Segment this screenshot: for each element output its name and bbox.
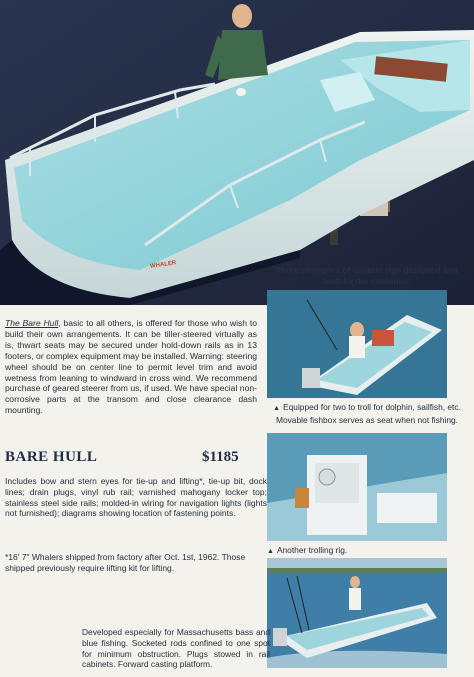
hull-decal: WHALER xyxy=(149,260,177,270)
model-price: $1185 xyxy=(202,449,239,465)
photo-bass-fishing-rig xyxy=(267,558,447,668)
caption-trolling-rig-2 xyxy=(267,545,467,558)
hero-photo xyxy=(0,0,474,305)
caption-trolling-rig-1 xyxy=(267,402,467,426)
intro-lead: The Bare Hull xyxy=(5,318,59,328)
footnote: *16' 7" Whalers shipped from factory after Oct. 1st, 1962. Those shipped previously require lifting kit for lifting. xyxy=(5,552,246,573)
photo-trolling-rig-2 xyxy=(267,433,447,541)
includes-paragraph: Includes bow and stern eyes for tie-up and lifting*, tie-up bit, dock lines; drain plugs, vinyl rub rail; varnished mahogany locker top; stainless steel side rails; molded-in wiring for navigation lights (lights not furnished); diagrams showing location of fastening points. xyxy=(5,476,267,519)
intro-paragraph xyxy=(5,318,257,416)
photo-trolling-rig-1 xyxy=(267,290,447,398)
caption-bass-fishing-rig: Developed especially for Massachusetts bass and blue fishing. Socketed rods confined to one spot for minimum obstruction. Plugs stowed in rail cabinets. Forward casting platform. xyxy=(82,627,270,670)
triangle-marker-icon: ▲ xyxy=(273,405,281,412)
triangle-marker-icon: ▲ xyxy=(267,548,274,555)
caption-text: Another trolling rig. xyxy=(276,545,348,555)
caption-text: Equipped for two to troll for dolphin, sailfish, etc. Movable fishbox serves as seat when not fishing. xyxy=(275,402,461,425)
intro-text: , basic to all others, is offered for those who wish to build their own arrangements. It can be tiller-steered virtually as is, thwart seats may be secured under hold-down rails as in 13 footers, or complex equipment may be installed. Warning: steering wheel should be on center line to permit level trim and avoid wetness from leaning to windward in cross wind. We recommend purchase of geared steerer from us, if used. We have special non-corrosive parts at the transom and close clearance dash mounting. xyxy=(5,318,258,416)
model-title: BARE HULL xyxy=(5,449,98,465)
custom-rigs-heading: Three examples of custom rigs designed and built by the customer. xyxy=(275,265,459,286)
